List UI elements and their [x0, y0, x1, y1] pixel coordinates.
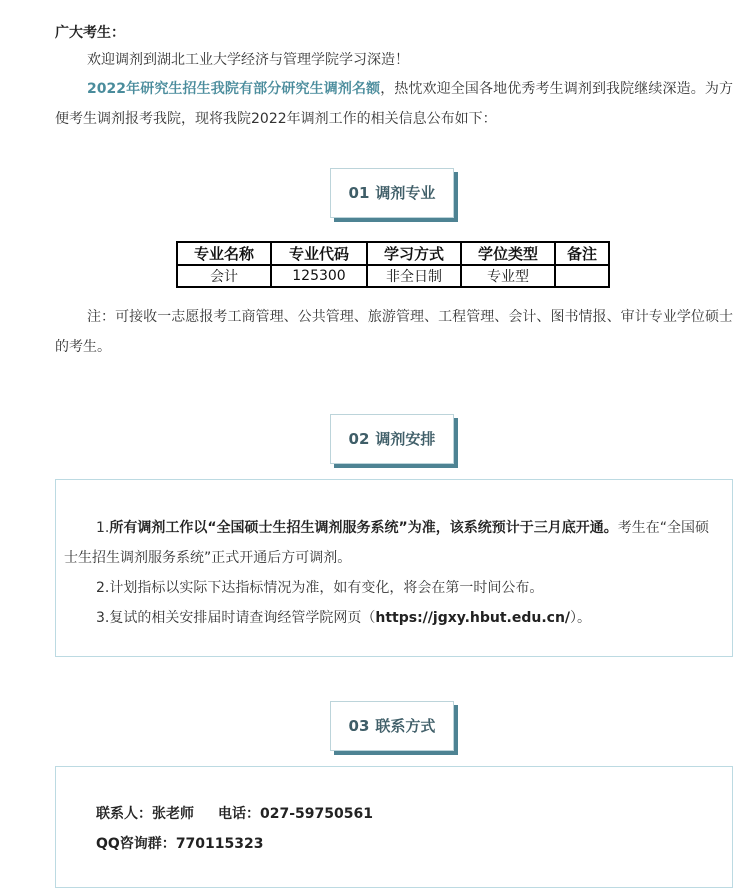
contact-person: 张老师 — [152, 806, 194, 822]
table-cell: 专业型 — [461, 265, 555, 287]
qq-number: 770115323 — [175, 836, 264, 852]
arrangement-item-2: 2.计划指标以实际下达指标情况为准，如有变化，将会在第一时间公布。 — [96, 580, 544, 596]
item-prefix: 1. — [96, 520, 110, 536]
table-header: 学习方式 — [367, 242, 461, 265]
qq-label: QQ咨询群： — [96, 836, 176, 852]
note-paragraph: 注：可接收一志愿报考工商管理、公共管理、旅游管理、工程管理、会计、图书情报、审计专业学位硕士的考生。 — [55, 309, 733, 355]
section-number: 03 — [348, 717, 370, 735]
arrangement-item-3 — [64, 603, 722, 633]
table-cell — [555, 265, 609, 287]
table-cell: 会计 — [177, 265, 271, 287]
intro-highlight: 2022年研究生招生我院有部分研究生调剂名额 — [87, 81, 381, 97]
contact-card — [55, 766, 733, 888]
section-number: 01 — [348, 184, 370, 202]
qq-group-row — [56, 829, 732, 859]
college-website-link[interactable]: https://jgxy.hbut.edu.cn/ — [375, 610, 571, 626]
phone-number: 027-59750561 — [260, 806, 373, 822]
table-header: 学位类型 — [461, 242, 555, 265]
item-3-suffix: ）。 — [570, 610, 592, 626]
item-1-rest: 考生在“全国硕士生招生调剂服务系统”正式开通后方可调剂。 — [64, 520, 710, 566]
section-number: 02 — [348, 430, 370, 448]
table-header: 专业名称 — [177, 242, 271, 265]
arrangement-item-1 — [64, 513, 722, 573]
section-title: 调剂专业 — [375, 184, 436, 202]
item-3-prefix: 3.复试的相关安排届时请查询经管学院网页（ — [96, 610, 376, 626]
contact-person-label: 联系人： — [96, 806, 152, 822]
section-header-majors — [330, 168, 454, 218]
section-title: 联系方式 — [375, 717, 436, 735]
table-header: 专业代码 — [271, 242, 367, 265]
section-header-arrangement — [330, 414, 454, 464]
table-cell: 非全日制 — [367, 265, 461, 287]
section-header-contact — [330, 701, 454, 751]
welcome-line: 欢迎调剂到湖北工业大学经济与管理学院学习深造！ — [87, 52, 409, 68]
greeting: 广大考生： — [55, 25, 125, 41]
arrangement-card — [55, 479, 733, 657]
major-table — [176, 241, 610, 288]
contact-person-row — [56, 799, 732, 829]
table-row — [177, 265, 609, 287]
table-cell: 125300 — [271, 265, 367, 287]
item-1-bold: 所有调剂工作以“全国硕士生招生调剂服务系统”为准，该系统预计于三月底开通。 — [109, 520, 618, 536]
intro-paragraph — [55, 74, 733, 134]
intro-rest: ，热忱欢迎全国各地优秀考生调剂到我院继续深造。为方便考生调剂报考我院，现将我院2022年调剂工作的相关信息公布如下： — [55, 81, 733, 127]
table-header: 备注 — [555, 242, 609, 265]
phone-label: 电话： — [218, 806, 260, 822]
table-header-row — [177, 242, 609, 265]
section-title: 调剂安排 — [375, 430, 436, 448]
